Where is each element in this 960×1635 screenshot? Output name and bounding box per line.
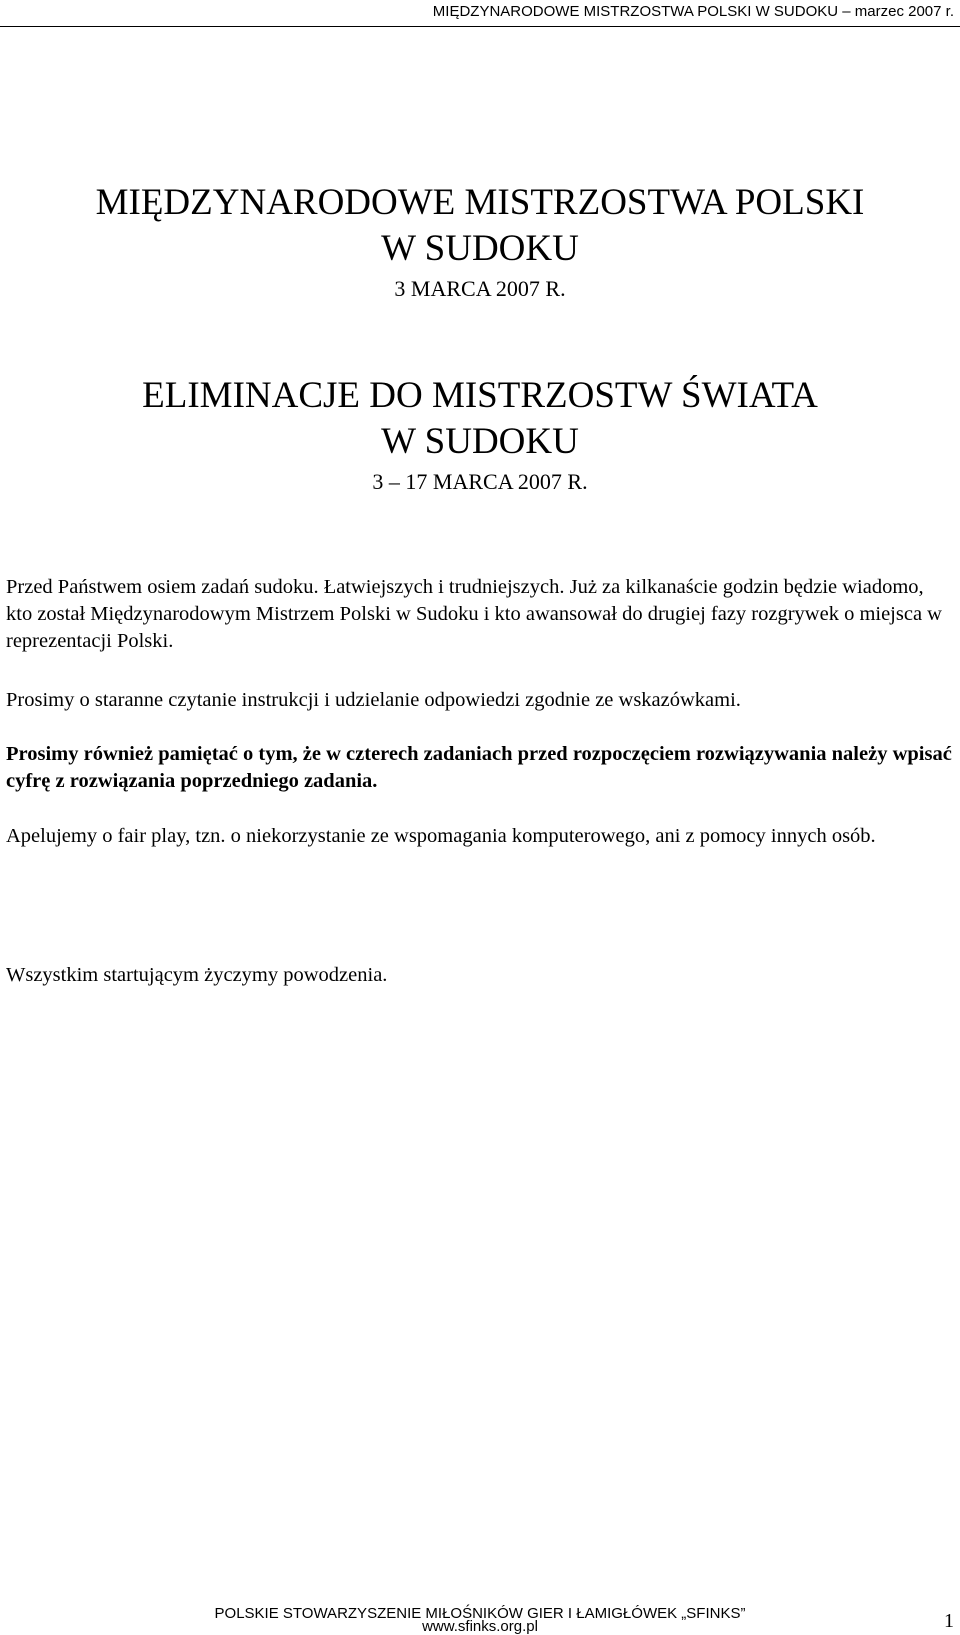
championship-title-block	[0, 180, 960, 304]
intro-paragraph: Przed Państwem osiem zadań sudoku. Łatwiejszych i trudniejszych. Już za kilkanaście godzin będzie wiadomo, kto został Międzynarodowym Mistrzem Polski w Sudoku i kto awansował do drugiej fazy rozgrywek o miejsca w reprezentacji Polski.	[6, 576, 942, 652]
header-divider	[0, 26, 960, 27]
qualifiers-title-line2: W SUDOKU	[381, 421, 579, 462]
running-header: MIĘDZYNARODOWE MISTRZOSTWA POLSKI W SUDOKU – marzec 2007 r.	[432, 3, 954, 20]
instructions-paragraph: Prosimy o staranne czytanie instrukcji i udzielanie odpowiedzi zgodnie ze wskazówkami.	[6, 689, 741, 711]
digit-notice-paragraph: Prosimy również pamiętać o tym, że w czterech zadaniach przed rozpoczęciem rozwiązywania należy wpisać cyfrę z rozwiązania poprzedniego zadania.	[6, 743, 952, 792]
qualifiers-title-line1: ELIMINACJE DO MISTRZOSTW ŚWIATA	[142, 375, 818, 416]
good-luck-paragraph: Wszystkim startującym życzymy powodzenia.	[6, 964, 388, 986]
championship-title-line2: W SUDOKU	[381, 228, 579, 269]
championship-date: 3 MARCA 2007 R.	[394, 276, 566, 301]
qualifiers-date: 3 – 17 MARCA 2007 R.	[372, 469, 588, 494]
qualifiers-title-block	[0, 373, 960, 497]
footer-url: www.sfinks.org.pl	[422, 1618, 538, 1635]
page-number: 1	[944, 1610, 954, 1632]
fair-play-paragraph: Apelujemy o fair play, tzn. o niekorzystanie ze wspomagania komputerowego, ani z pomocy innych osób.	[6, 825, 876, 847]
championship-title-line1: MIĘDZYNARODOWE MISTRZOSTWA POLSKI	[95, 182, 865, 223]
footer-organization: POLSKIE STOWARZYSZENIE MIŁOŚNIKÓW GIER I ŁAMIGŁÓWEK „SFINKS”	[214, 1605, 746, 1622]
